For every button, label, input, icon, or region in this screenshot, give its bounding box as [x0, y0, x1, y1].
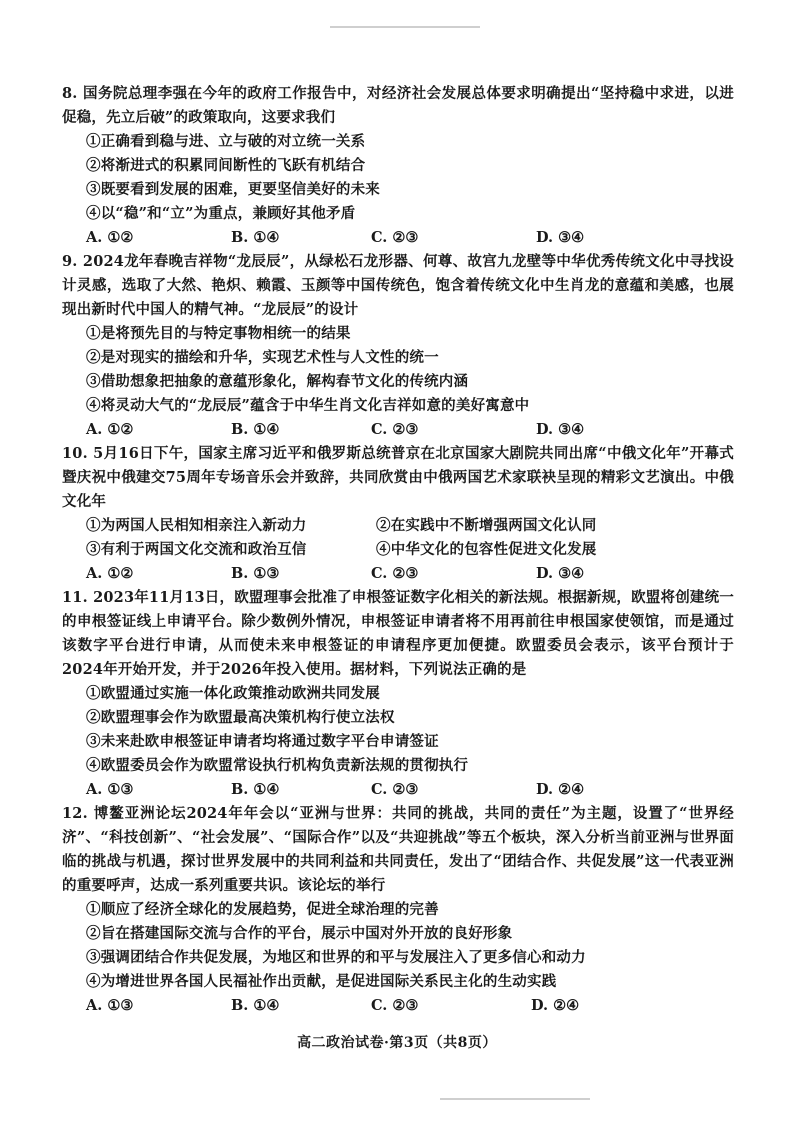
answer-choices: [86, 226, 734, 250]
option-4: ④中华文化的包容性促进文化发展: [376, 541, 597, 558]
question-8: [62, 82, 734, 250]
option-3: ③强调团结合作共促发展，为地区和世界的和平与发展注入了更多信心和动力: [86, 949, 586, 966]
question-9: [62, 250, 734, 442]
option-4: ④欧盟委员会作为欧盟常设执行机构负责新法规的贯彻执行: [86, 757, 469, 774]
answer-a: A. ①③: [86, 781, 134, 798]
option-1: ①正确看到稳与进、立与破的对立统一关系: [86, 133, 366, 150]
option-3: ③既要看到发展的困难，更要坚信美好的未来: [86, 181, 380, 198]
answer-d: D. ②④: [531, 997, 580, 1014]
answer-b: B. ①③: [231, 565, 280, 582]
answer-c: C. ②③: [371, 565, 419, 582]
page-footer: 高二政治试卷·第3页（共8页）: [297, 1035, 497, 1051]
answer-choices: [86, 994, 734, 1018]
answer-d: D. ③④: [536, 565, 585, 582]
option-2: ②欧盟理事会作为欧盟最高决策机构行使立法权: [86, 709, 395, 726]
answer-a: A. ①②: [86, 565, 134, 582]
option-4: ④以“稳”和“立”为重点，兼顾好其他矛盾: [86, 205, 356, 222]
answer-c: C. ②③: [371, 997, 419, 1014]
answer-b: B. ①④: [231, 997, 280, 1014]
question-10: [62, 442, 734, 586]
question-stem: 9. 2024龙年春晚吉祥物“龙辰辰”，从绿松石龙形器、何尊、故宫九龙壁等中华优秀传统文化中寻找设计灵感，选取了大然、艳炽、赖霞、玉颜等中国传统色，饱含着传统文化中生肖龙的意蕴和美感，也展现出新时代中国人的精气神。“龙辰辰”的设计: [62, 253, 734, 318]
question-11: [62, 586, 734, 802]
answer-d: D. ②④: [536, 781, 585, 798]
option-1: ①为两国人民相知相亲注入新动力: [86, 517, 307, 534]
answer-a: A. ①②: [86, 421, 134, 438]
answer-choices: [86, 562, 734, 586]
answer-d: D. ③④: [536, 229, 585, 246]
option-3: ③未来赴欧申根签证申请者均将通过数字平台申请签证: [86, 733, 439, 750]
question-stem: 12. 博鳌亚洲论坛2024年年会以“亚洲与世界：共同的挑战，共同的责任”为主题，设置了“世界经济”、“科技创新”、“社会发展”、“国际合作”以及“共迎挑战”等五个板块，深入分析当前亚洲与世界面临的挑战与机遇，探讨世界发展中的共同利益和共同责任，发出了“团结合作、共促发展”这一代表亚洲的重要呼声，达成一系列重要共识。该论坛的举行: [62, 805, 734, 894]
option-3: ③借助想象把抽象的意蕴形象化，解构春节文化的传统内涵: [86, 373, 469, 390]
option-1: ①是将预先目的与特定事物相统一的结果: [86, 325, 351, 342]
answer-b: B. ①④: [231, 781, 280, 798]
option-2: ②旨在搭建国际交流与合作的平台，展示中国对外开放的良好形象: [86, 925, 513, 942]
option-2: ②是对现实的描绘和升华，实现艺术性与人文性的统一: [86, 349, 439, 366]
answer-a: A. ①②: [86, 229, 134, 246]
answer-d: D. ③④: [536, 421, 585, 438]
option-grid: [86, 514, 734, 562]
answer-b: B. ①④: [231, 421, 280, 438]
answer-a: A. ①③: [86, 997, 134, 1014]
question-12: [62, 802, 734, 1018]
answer-c: C. ②③: [371, 421, 419, 438]
question-stem: 11. 2023年11月13日，欧盟理事会批准了申根签证数字化相关的新法规。根据新规，欧盟将创建统一的申根签证线上申请平台。除少数例外情况，申根签证申请者将不用再前往申根国家使领馆，而是通过该数字平台进行申请，从而使未来申根签证的申请程序更加便捷。欧盟委员会表示，该平台预计于2024年开始开发，并于2026年投入使用。据材料，下列说法正确的是: [62, 589, 734, 678]
answer-choices: [86, 778, 734, 802]
answer-c: C. ②③: [371, 229, 419, 246]
option-4: ④为增进世界各国人民福祉作出贡献，是促进国际关系民主化的生动实践: [86, 973, 557, 990]
option-3: ③有利于两国文化交流和政治互信: [86, 541, 307, 558]
option-2: ②在实践中不断增强两国文化认同: [376, 517, 597, 534]
answer-c: C. ②③: [371, 781, 419, 798]
answer-choices: [86, 418, 734, 442]
answer-b: B. ①④: [231, 229, 280, 246]
option-1: ①顺应了经济全球化的发展趋势，促进全球治理的完善: [86, 901, 439, 918]
option-1: ①欧盟通过实施一体化政策推动欧洲共同发展: [86, 685, 380, 702]
option-4: ④将灵动大气的“龙辰辰”蕴含于中华生肖文化吉祥如意的美好寓意中: [86, 397, 530, 414]
bottom-rule: [440, 1098, 590, 1100]
question-stem: 8. 国务院总理李强在今年的政府工作报告中，对经济社会发展总体要求明确提出“坚持稳中求进，以进促稳，先立后破”的政策取向，这要求我们: [62, 85, 734, 126]
question-stem: 10. 5月16日下午，国家主席习近平和俄罗斯总统普京在北京国家大剧院共同出席“中俄文化年”开幕式暨庆祝中俄建交75周年专场音乐会并致辞，共同欣赏由中俄两国艺术家联袂呈现的精彩文艺演出。中俄文化年: [62, 445, 734, 510]
option-2: ②将渐进式的积累同间断性的飞跃有机结合: [86, 157, 366, 174]
